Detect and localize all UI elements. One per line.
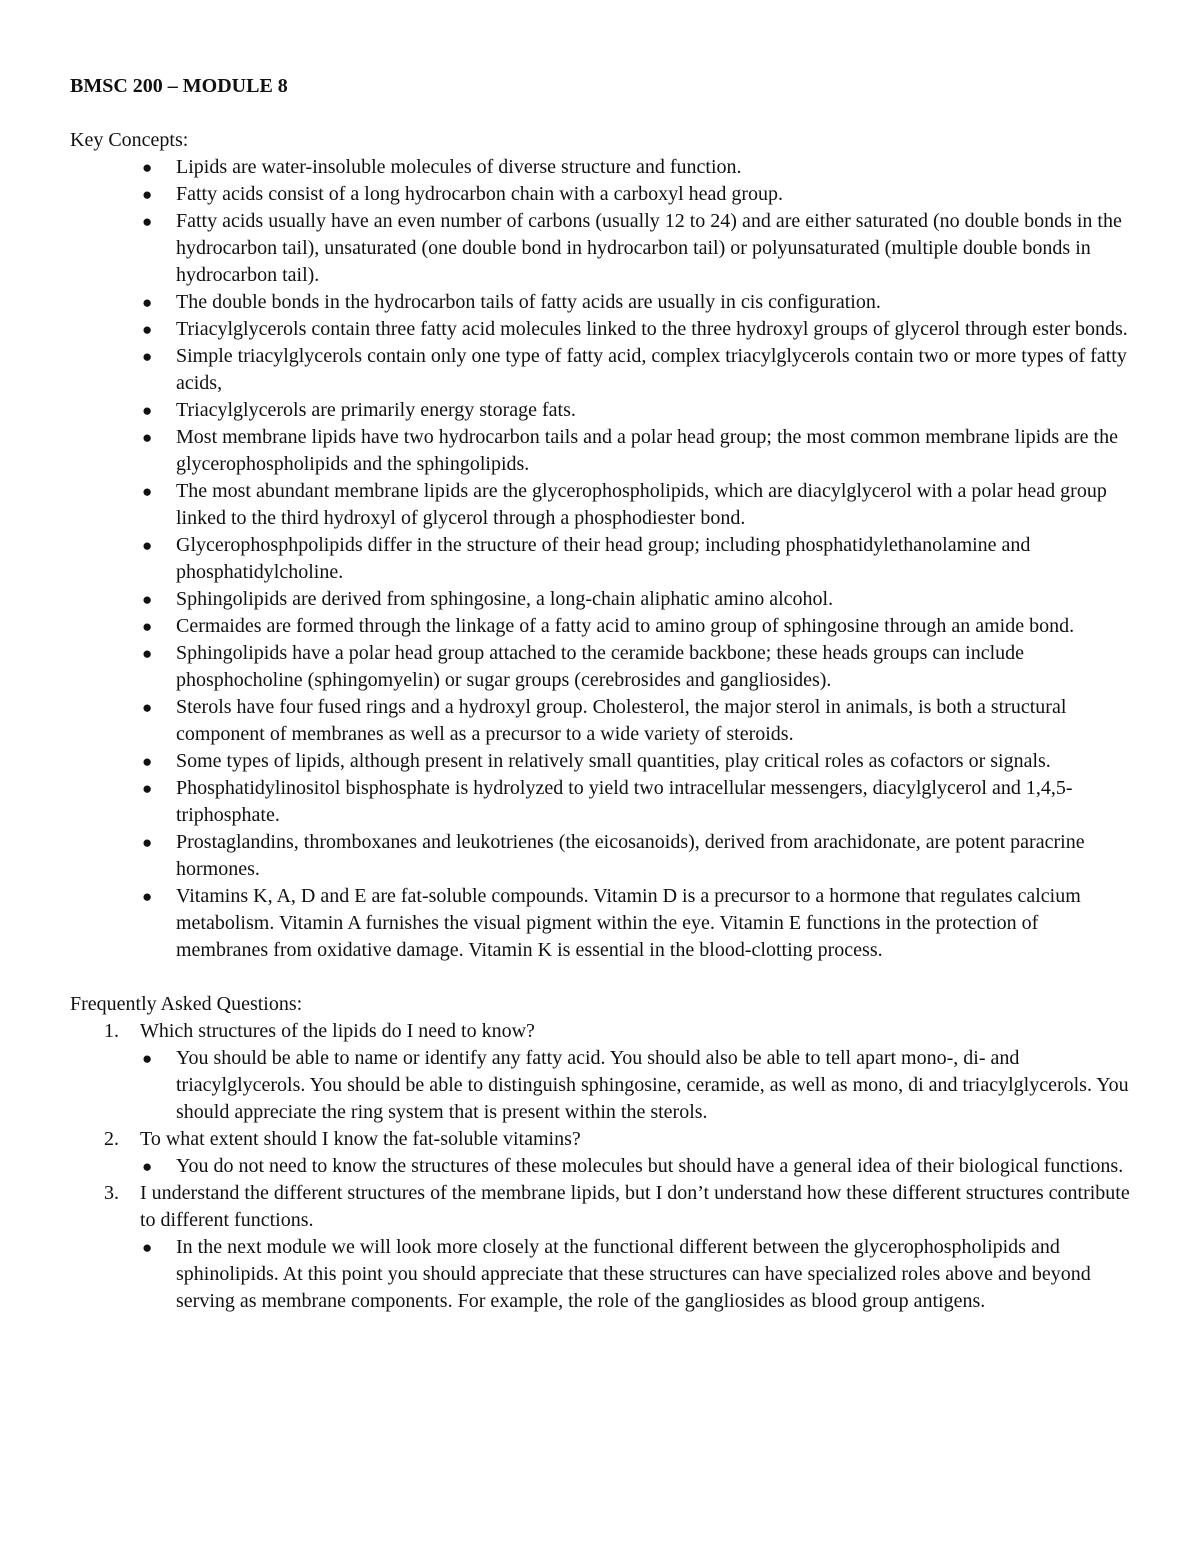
list-item-text: Glycerophosphpolipids differ in the structure of their head group; including phosphatidylethanolamine and phosphatidylcholine.: [176, 534, 1031, 583]
bullet-icon: ●: [142, 779, 153, 798]
faq-answer: [140, 1045, 1134, 1126]
list-item: [70, 397, 1134, 424]
list-item-text: Phosphatidylinositol bisphosphate is hydrolyzed to yield two intracellular messengers, diacylglycerol and 1,4,5-triphosphate.: [176, 777, 1073, 826]
faq-item: [70, 1180, 1134, 1315]
faq-question: To what extent should I know the fat-soluble vitamins?: [140, 1128, 581, 1150]
bullet-icon: ●: [142, 752, 153, 771]
list-item-text: Sphingolipids have a polar head group attached to the ceramide backbone; these heads groups can include phosphocholine (sphingomyelin) or sugar groups (cerebrosides and gangliosides).: [176, 642, 1025, 691]
list-item-text: Triacylglycerols contain three fatty acid molecules linked to the three hydroxyl groups of glycerol through ester bonds.: [176, 318, 1128, 340]
faq-number: 2.: [104, 1128, 119, 1150]
list-item-text: Lipids are water-insoluble molecules of diverse structure and function.: [176, 156, 742, 178]
bullet-icon: ●: [142, 482, 153, 501]
bullet-icon: ●: [142, 185, 153, 204]
faq-question: I understand the different structures of the membrane lipids, but I don’t understand how these different structures contribute to different functions.: [140, 1182, 1130, 1231]
faq-question: Which structures of the lipids do I need to know?: [140, 1020, 535, 1042]
list-item: [70, 289, 1134, 316]
faq-answer-list: [140, 1045, 1134, 1126]
faq-answer-text: You should be able to name or identify any fatty acid. You should also be able to tell apart mono-, di- and triacylglycerols. You should be able to distinguish sphingosine, ceramide, as well as mono, di and triacylglycerols. You should appreciate the ring system that is present within the sterols.: [176, 1047, 1129, 1123]
bullet-icon: ●: [142, 698, 153, 717]
bullet-icon: ●: [142, 401, 153, 420]
bullet-icon: ●: [142, 293, 153, 312]
list-item: [70, 154, 1134, 181]
bullet-icon: ●: [142, 1238, 153, 1257]
list-item: [70, 586, 1134, 613]
list-item-text: Cermaides are formed through the linkage of a fatty acid to amino group of sphingosine through an amide bond.: [176, 615, 1075, 637]
bullet-icon: ●: [142, 428, 153, 447]
list-item: [70, 424, 1134, 478]
list-item-text: Sterols have four fused rings and a hydroxyl group. Cholesterol, the major sterol in animals, is both a structural component of membranes as well as a precursor to a wide variety of steroids.: [176, 696, 1067, 745]
list-item: [70, 343, 1134, 397]
key-concepts-list: [70, 154, 1134, 964]
bullet-icon: ●: [142, 320, 153, 339]
list-item-text: Most membrane lipids have two hydrocarbon tails and a polar head group; the most common membrane lipids are the glycerophospholipids and the sphingolipids.: [176, 426, 1118, 475]
bullet-icon: ●: [142, 536, 153, 555]
list-item-text: Simple triacylglycerols contain only one type of fatty acid, complex triacylglycerols contain two or more types of fatty acids,: [176, 345, 1127, 394]
list-item: [70, 829, 1134, 883]
list-item-text: The double bonds in the hydrocarbon tails of fatty acids are usually in cis configuration.: [176, 291, 881, 313]
list-item-text: Sphingolipids are derived from sphingosine, a long-chain aliphatic amino alcohol.: [176, 588, 834, 610]
list-item: [70, 181, 1134, 208]
bullet-icon: ●: [142, 158, 153, 177]
list-item-text: Vitamins K, A, D and E are fat-soluble compounds. Vitamin D is a precursor to a hormone that regulates calcium metabolism. Vitamin A furnishes the visual pigment within the eye. Vitamin E functions in the protection of membranes from oxidative damage. Vitamin K is essential in the blood-clotting process.: [176, 885, 1081, 961]
list-item-text: The most abundant membrane lipids are the glycerophospholipids, which are diacylglycerol with a polar head group linked to the third hydroxyl of glycerol through a phosphodiester bond.: [176, 480, 1107, 529]
list-item: [70, 748, 1134, 775]
bullet-icon: ●: [142, 617, 153, 636]
list-item-text: Fatty acids usually have an even number of carbons (usually 12 to 24) and are either saturated (no double bonds in the hydrocarbon tail), unsaturated (one double bond in hydrocarbon tail) or polyunsaturated (multiple double bonds in hydrocarbon tail).: [176, 210, 1122, 286]
faq-number: 1.: [104, 1020, 119, 1042]
list-item: [70, 775, 1134, 829]
list-item: [70, 532, 1134, 586]
faq-list: [70, 1018, 1134, 1315]
bullet-icon: ●: [142, 1157, 153, 1176]
list-item: [70, 208, 1134, 289]
list-item-text: Prostaglandins, thromboxanes and leukotrienes (the eicosanoids), derived from arachidonate, are potent paracrine hormones.: [176, 831, 1085, 880]
bullet-icon: ●: [142, 590, 153, 609]
list-item: [70, 883, 1134, 964]
list-item: [70, 694, 1134, 748]
list-item: [70, 640, 1134, 694]
bullet-icon: ●: [142, 644, 153, 663]
list-item-text: Fatty acids consist of a long hydrocarbon chain with a carboxyl head group.: [176, 183, 784, 205]
faq-answer-text: In the next module we will look more closely at the functional different between the glycerophospholipids and sphinolipids. At this point you should appreciate that these structures can have specialized roles above and beyond serving as membrane components. For example, the role of the gangliosides as blood group antigens.: [176, 1236, 1091, 1312]
bullet-icon: ●: [142, 833, 153, 852]
faq-answer: [140, 1234, 1134, 1315]
document-page: [70, 73, 1134, 1315]
page-title: BMSC 200 – MODULE 8: [70, 75, 288, 97]
bullet-icon: ●: [142, 212, 153, 231]
faq-answer: [140, 1153, 1134, 1180]
bullet-icon: ●: [142, 1049, 153, 1068]
list-item-text: Triacylglycerols are primarily energy storage fats.: [176, 399, 576, 421]
key-concepts-heading: Key Concepts:: [70, 129, 189, 151]
list-item-text: Some types of lipids, although present in relatively small quantities, play critical roles as cofactors or signals.: [176, 750, 1051, 772]
list-item: [70, 613, 1134, 640]
faq-number: 3.: [104, 1182, 119, 1204]
faq-item: [70, 1018, 1134, 1126]
list-item: [70, 316, 1134, 343]
list-item: [70, 478, 1134, 532]
faq-item: [70, 1126, 1134, 1180]
bullet-icon: ●: [142, 887, 153, 906]
faq-answer-list: [140, 1234, 1134, 1315]
faq-answer-list: [140, 1153, 1134, 1180]
bullet-icon: ●: [142, 347, 153, 366]
faq-answer-text: You do not need to know the structures of these molecules but should have a general idea of their biological functions.: [176, 1155, 1124, 1177]
faq-heading: Frequently Asked Questions:: [70, 993, 303, 1015]
